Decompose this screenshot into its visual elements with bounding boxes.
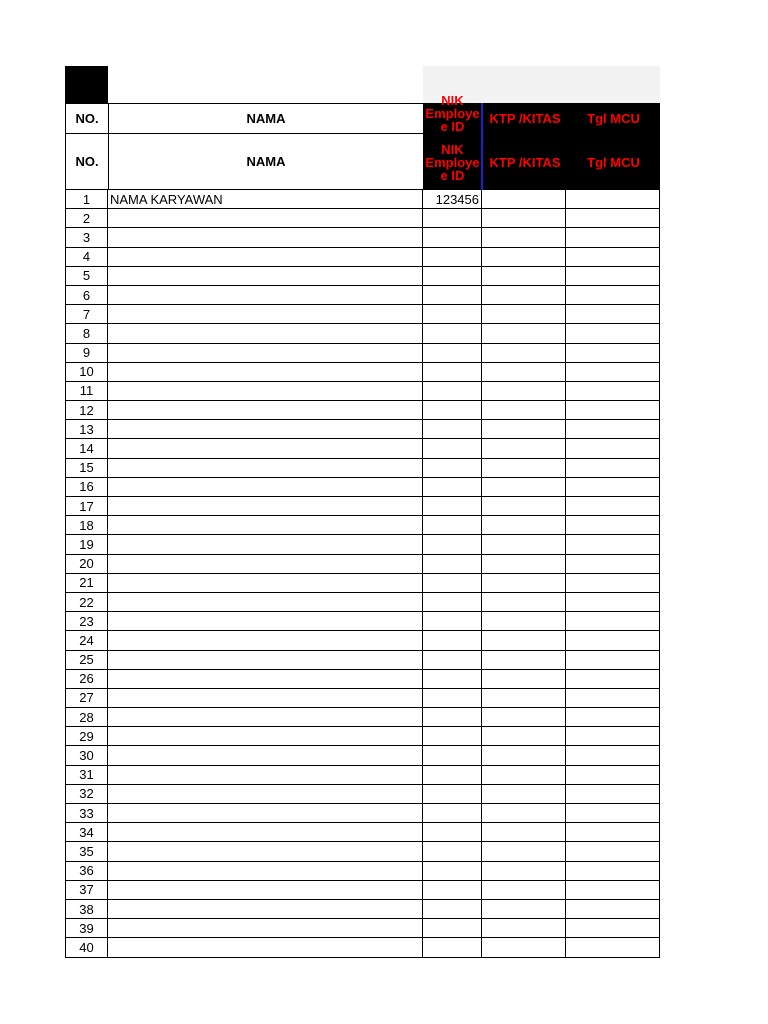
row-no-cell[interactable]: 14 xyxy=(65,439,108,458)
row-nama-cell[interactable] xyxy=(108,862,423,881)
table-row xyxy=(65,651,660,670)
header2-nama-label: NAMA xyxy=(246,154,286,169)
row-mcu-cell[interactable] xyxy=(566,555,660,574)
row-mcu-cell[interactable] xyxy=(566,670,660,689)
header1-mcu-label: Tgl MCU xyxy=(587,111,640,126)
row-no-cell[interactable]: 17 xyxy=(65,497,108,516)
row-mcu-cell[interactable] xyxy=(566,420,660,439)
row-ktp-cell[interactable] xyxy=(482,248,566,267)
row-mcu-cell[interactable] xyxy=(566,286,660,305)
row-nama-cell[interactable] xyxy=(108,593,423,612)
header2-ktp[interactable] xyxy=(483,134,567,190)
header1-nik-line3: e ID xyxy=(440,119,465,134)
row-nik-cell[interactable] xyxy=(423,478,482,497)
row-nik-cell[interactable] xyxy=(423,344,482,363)
row-mcu-cell[interactable] xyxy=(566,862,660,881)
row-nik-cell[interactable] xyxy=(423,228,482,247)
table-row xyxy=(65,766,660,785)
row-ktp-cell[interactable] xyxy=(482,286,566,305)
row-no-cell[interactable]: 27 xyxy=(65,689,108,708)
row-mcu-cell[interactable] xyxy=(566,938,660,957)
table-row xyxy=(65,267,660,286)
row-no-cell[interactable]: 4 xyxy=(65,248,108,267)
row-nik-cell[interactable] xyxy=(423,593,482,612)
row-nama-cell[interactable] xyxy=(108,305,423,324)
row-no-cell[interactable]: 23 xyxy=(65,612,108,631)
row-nik-cell[interactable] xyxy=(423,670,482,689)
header2-nik-line1: NIK xyxy=(441,141,464,157)
row-mcu-cell[interactable] xyxy=(566,746,660,765)
row-nik-cell[interactable] xyxy=(423,420,482,439)
row-mcu-cell[interactable] xyxy=(566,900,660,919)
row-nama-cell[interactable] xyxy=(108,804,423,823)
row-mcu-cell[interactable] xyxy=(566,842,660,861)
table-row xyxy=(65,727,660,746)
header1-nama[interactable] xyxy=(108,103,424,134)
row-no-cell[interactable]: 25 xyxy=(65,651,108,670)
row-ktp-cell[interactable] xyxy=(482,401,566,420)
row-nama-cell[interactable] xyxy=(108,478,423,497)
table-row xyxy=(65,900,660,919)
table-row xyxy=(65,401,660,420)
row-nama-cell[interactable] xyxy=(108,574,423,593)
row-nik-cell[interactable] xyxy=(423,555,482,574)
row-no-cell[interactable]: 22 xyxy=(65,593,108,612)
table-row xyxy=(65,497,660,516)
row-nama-cell[interactable] xyxy=(108,938,423,957)
header1-nik-line2: Employe xyxy=(425,106,480,121)
row-no-cell[interactable]: 40 xyxy=(65,938,108,957)
row-ktp-cell[interactable] xyxy=(482,689,566,708)
row-ktp-cell[interactable] xyxy=(482,420,566,439)
row-nama-cell[interactable] xyxy=(108,439,423,458)
table-row xyxy=(65,344,660,363)
table-row xyxy=(65,746,660,765)
row-no-cell[interactable]: 32 xyxy=(65,785,108,804)
row-nama-cell[interactable] xyxy=(108,631,423,650)
header2-mcu[interactable] xyxy=(567,134,660,190)
table-row xyxy=(65,708,660,727)
table-row xyxy=(65,439,660,458)
row-ktp-cell[interactable] xyxy=(482,631,566,650)
row-nik-cell[interactable] xyxy=(423,535,482,554)
row-mcu-cell[interactable] xyxy=(566,919,660,938)
row-no-cell[interactable]: 35 xyxy=(65,842,108,861)
header1-ktp[interactable] xyxy=(483,103,567,134)
header2-no-label: NO. xyxy=(75,154,99,169)
table-row xyxy=(65,823,660,842)
row-nama-cell[interactable] xyxy=(108,324,423,343)
row-mcu-cell[interactable] xyxy=(566,881,660,900)
row-no-cell[interactable]: 37 xyxy=(65,881,108,900)
header1-no-label: NO. xyxy=(75,111,99,126)
row-ktp-cell[interactable] xyxy=(482,535,566,554)
row-mcu-cell[interactable] xyxy=(566,516,660,535)
row-no-cell[interactable]: 36 xyxy=(65,862,108,881)
table-row xyxy=(65,382,660,401)
row-nik-cell[interactable] xyxy=(423,823,482,842)
row-no-cell[interactable]: 20 xyxy=(65,555,108,574)
row-nik-cell[interactable] xyxy=(423,842,482,861)
table-row xyxy=(65,842,660,861)
row-ktp-cell[interactable] xyxy=(482,727,566,746)
row-ktp-cell[interactable] xyxy=(482,497,566,516)
row-no-cell[interactable]: 30 xyxy=(65,746,108,765)
row-no-cell[interactable]: 21 xyxy=(65,574,108,593)
row-nama-cell[interactable]: NAMA KARYAWAN xyxy=(108,190,423,209)
row-nik-cell[interactable] xyxy=(423,746,482,765)
row-nama-cell[interactable] xyxy=(108,382,423,401)
row-nama-cell[interactable] xyxy=(108,842,423,861)
row-nik-cell[interactable] xyxy=(423,248,482,267)
table-row xyxy=(65,324,660,343)
row-mcu-cell[interactable] xyxy=(566,651,660,670)
row-mcu-cell[interactable] xyxy=(566,190,660,209)
header2-nik-line3: e ID xyxy=(440,167,465,183)
row-ktp-cell[interactable] xyxy=(482,324,566,343)
row-nik-cell[interactable] xyxy=(423,401,482,420)
table-row xyxy=(65,612,660,631)
row-ktp-cell[interactable] xyxy=(482,842,566,861)
row-no-cell[interactable]: 16 xyxy=(65,478,108,497)
row-nama-cell[interactable] xyxy=(108,420,423,439)
row-nik-cell[interactable] xyxy=(423,382,482,401)
table-row xyxy=(65,478,660,497)
table-row xyxy=(65,228,660,247)
row-no-cell[interactable]: 7 xyxy=(65,305,108,324)
row-no-cell[interactable]: 31 xyxy=(65,766,108,785)
table-row xyxy=(65,881,660,900)
row-ktp-cell[interactable] xyxy=(482,190,566,209)
row-nik-cell[interactable] xyxy=(423,612,482,631)
row-nama-cell[interactable] xyxy=(108,401,423,420)
header-black-block xyxy=(65,66,108,103)
row-mcu-cell[interactable] xyxy=(566,209,660,228)
row-nama-cell[interactable] xyxy=(108,248,423,267)
row-no-cell[interactable]: 3 xyxy=(65,228,108,247)
row-ktp-cell[interactable] xyxy=(482,228,566,247)
row-no-cell[interactable]: 34 xyxy=(65,823,108,842)
row-nama-cell[interactable] xyxy=(108,708,423,727)
row-nama-cell[interactable] xyxy=(108,727,423,746)
row-nama-cell[interactable] xyxy=(108,267,423,286)
row-nama-cell[interactable] xyxy=(108,785,423,804)
row-mcu-cell[interactable] xyxy=(566,823,660,842)
row-mcu-cell[interactable] xyxy=(566,401,660,420)
row-mcu-cell[interactable] xyxy=(566,689,660,708)
table-row xyxy=(65,286,660,305)
header1-ktp-label: KTP /KITAS xyxy=(489,111,561,126)
row-mcu-cell[interactable] xyxy=(566,363,660,382)
row-mcu-cell[interactable] xyxy=(566,593,660,612)
row-ktp-cell[interactable] xyxy=(482,804,566,823)
row-nik-cell[interactable] xyxy=(423,708,482,727)
row-nik-cell[interactable] xyxy=(423,862,482,881)
row-ktp-cell[interactable] xyxy=(482,344,566,363)
row-no-cell[interactable]: 26 xyxy=(65,670,108,689)
row-no-cell[interactable]: 10 xyxy=(65,363,108,382)
row-nama-cell[interactable] xyxy=(108,209,423,228)
header1-nik-line1: NIK xyxy=(441,93,464,108)
row-mcu-cell[interactable] xyxy=(566,574,660,593)
row-nama-cell[interactable] xyxy=(108,497,423,516)
row-nik-cell[interactable] xyxy=(423,631,482,650)
row-ktp-cell[interactable] xyxy=(482,670,566,689)
row-no-cell[interactable]: 11 xyxy=(65,382,108,401)
row-mcu-cell[interactable] xyxy=(566,228,660,247)
row-nik-cell[interactable] xyxy=(423,363,482,382)
table-row xyxy=(65,209,660,228)
row-nama-cell[interactable] xyxy=(108,344,423,363)
row-nik-cell[interactable] xyxy=(423,267,482,286)
row-nama-cell[interactable] xyxy=(108,881,423,900)
row-mcu-cell[interactable] xyxy=(566,267,660,286)
row-ktp-cell[interactable] xyxy=(482,574,566,593)
row-ktp-cell[interactable] xyxy=(482,267,566,286)
row-mcu-cell[interactable] xyxy=(566,459,660,478)
table-row xyxy=(65,305,660,324)
row-mcu-cell[interactable] xyxy=(566,785,660,804)
header2-nama[interactable] xyxy=(108,133,424,190)
row-nik-cell[interactable] xyxy=(423,324,482,343)
table-row xyxy=(65,670,660,689)
row-nik-cell[interactable] xyxy=(423,804,482,823)
row-nik-cell[interactable] xyxy=(423,727,482,746)
row-ktp-cell[interactable] xyxy=(482,382,566,401)
header1-no[interactable] xyxy=(65,103,109,134)
row-ktp-cell[interactable] xyxy=(482,862,566,881)
table-row xyxy=(65,459,660,478)
table-row xyxy=(65,535,660,554)
row-nik-cell[interactable] xyxy=(423,516,482,535)
row-ktp-cell[interactable] xyxy=(482,708,566,727)
row-ktp-cell[interactable] xyxy=(482,938,566,957)
row-no-cell[interactable]: 19 xyxy=(65,535,108,554)
table-row xyxy=(65,190,660,209)
row-ktp-cell[interactable] xyxy=(482,478,566,497)
row-mcu-cell[interactable] xyxy=(566,804,660,823)
row-no-cell[interactable]: 33 xyxy=(65,804,108,823)
row-ktp-cell[interactable] xyxy=(482,305,566,324)
row-ktp-cell[interactable] xyxy=(482,439,566,458)
row-nama-cell[interactable] xyxy=(108,516,423,535)
row-no-cell[interactable]: 5 xyxy=(65,267,108,286)
table-row xyxy=(65,689,660,708)
header1-mcu[interactable] xyxy=(567,103,660,134)
row-ktp-cell[interactable] xyxy=(482,785,566,804)
row-nama-cell[interactable] xyxy=(108,919,423,938)
header2-mcu-label: Tgl MCU xyxy=(587,154,640,170)
row-no-cell[interactable]: 29 xyxy=(65,727,108,746)
row-mcu-cell[interactable] xyxy=(566,766,660,785)
row-nik-cell[interactable] xyxy=(423,305,482,324)
header2-no[interactable] xyxy=(65,133,109,190)
row-nik-cell[interactable] xyxy=(423,651,482,670)
table-row xyxy=(65,363,660,382)
row-ktp-cell[interactable] xyxy=(482,516,566,535)
row-nik-cell[interactable] xyxy=(423,919,482,938)
row-ktp-cell[interactable] xyxy=(482,823,566,842)
row-nik-cell[interactable] xyxy=(423,900,482,919)
row-mcu-cell[interactable] xyxy=(566,535,660,554)
row-no-cell[interactable]: 18 xyxy=(65,516,108,535)
header2-nik[interactable] xyxy=(423,134,482,190)
row-no-cell[interactable]: 38 xyxy=(65,900,108,919)
row-nik-cell[interactable] xyxy=(423,286,482,305)
row-nik-cell[interactable] xyxy=(423,938,482,957)
table-row xyxy=(65,804,660,823)
row-no-cell[interactable]: 13 xyxy=(65,420,108,439)
row-ktp-cell[interactable] xyxy=(482,209,566,228)
row-mcu-cell[interactable] xyxy=(566,727,660,746)
row-nama-cell[interactable] xyxy=(108,900,423,919)
row-nik-cell[interactable] xyxy=(423,785,482,804)
table-row xyxy=(65,593,660,612)
row-mcu-cell[interactable] xyxy=(566,708,660,727)
row-mcu-cell[interactable] xyxy=(566,248,660,267)
row-mcu-cell[interactable] xyxy=(566,439,660,458)
row-ktp-cell[interactable] xyxy=(482,459,566,478)
row-ktp-cell[interactable] xyxy=(482,555,566,574)
row-nama-cell[interactable] xyxy=(108,286,423,305)
row-ktp-cell[interactable] xyxy=(482,881,566,900)
row-mcu-cell[interactable] xyxy=(566,344,660,363)
row-ktp-cell[interactable] xyxy=(482,900,566,919)
row-no-cell[interactable]: 12 xyxy=(65,401,108,420)
row-nama-cell[interactable] xyxy=(108,689,423,708)
row-nama-cell[interactable] xyxy=(108,766,423,785)
row-nik-cell[interactable] xyxy=(423,574,482,593)
row-no-cell[interactable]: 9 xyxy=(65,344,108,363)
row-nama-cell[interactable] xyxy=(108,651,423,670)
row-nama-cell[interactable] xyxy=(108,555,423,574)
row-no-cell[interactable]: 2 xyxy=(65,209,108,228)
row-no-cell[interactable]: 6 xyxy=(65,286,108,305)
row-mcu-cell[interactable] xyxy=(566,382,660,401)
row-no-cell[interactable]: 8 xyxy=(65,324,108,343)
row-mcu-cell[interactable] xyxy=(566,631,660,650)
row-nama-cell[interactable] xyxy=(108,363,423,382)
table-row xyxy=(65,574,660,593)
row-nik-cell[interactable] xyxy=(423,766,482,785)
table-row xyxy=(65,862,660,881)
row-mcu-cell[interactable] xyxy=(566,478,660,497)
row-nik-cell[interactable] xyxy=(423,497,482,516)
table-row xyxy=(65,785,660,804)
table-row xyxy=(65,919,660,938)
row-ktp-cell[interactable] xyxy=(482,612,566,631)
row-nama-cell[interactable] xyxy=(108,746,423,765)
row-ktp-cell[interactable] xyxy=(482,651,566,670)
row-nama-cell[interactable] xyxy=(108,535,423,554)
header2-ktp-label: KTP /KITAS xyxy=(489,154,561,170)
row-nik-cell[interactable] xyxy=(423,439,482,458)
row-ktp-cell[interactable] xyxy=(482,766,566,785)
employee-table-body xyxy=(65,190,660,958)
row-nik-cell[interactable] xyxy=(423,209,482,228)
header1-nama-label: NAMA xyxy=(246,111,286,126)
row-nama-cell[interactable] xyxy=(108,612,423,631)
row-mcu-cell[interactable] xyxy=(566,324,660,343)
row-nama-cell[interactable] xyxy=(108,459,423,478)
row-ktp-cell[interactable] xyxy=(482,593,566,612)
row-ktp-cell[interactable] xyxy=(482,363,566,382)
row-nama-cell[interactable] xyxy=(108,228,423,247)
row-nama-cell[interactable] xyxy=(108,823,423,842)
row-nik-cell[interactable]: 123456 xyxy=(423,190,482,209)
row-mcu-cell[interactable] xyxy=(566,497,660,516)
row-no-cell[interactable]: 39 xyxy=(65,919,108,938)
row-no-cell[interactable]: 1 xyxy=(65,190,108,209)
table-row xyxy=(65,631,660,650)
header1-nik[interactable] xyxy=(423,93,482,134)
table-row xyxy=(65,938,660,957)
table-row xyxy=(65,420,660,439)
row-no-cell[interactable]: 15 xyxy=(65,459,108,478)
row-nik-cell[interactable] xyxy=(423,689,482,708)
row-mcu-cell[interactable] xyxy=(566,612,660,631)
header2-nik-line2: Employe xyxy=(425,154,480,170)
row-ktp-cell[interactable] xyxy=(482,746,566,765)
row-no-cell[interactable]: 24 xyxy=(65,631,108,650)
table-row xyxy=(65,516,660,535)
row-ktp-cell[interactable] xyxy=(482,919,566,938)
row-nik-cell[interactable] xyxy=(423,881,482,900)
row-nama-cell[interactable] xyxy=(108,670,423,689)
table-row xyxy=(65,248,660,267)
row-no-cell[interactable]: 28 xyxy=(65,708,108,727)
column-divider xyxy=(481,103,483,190)
table-row xyxy=(65,555,660,574)
row-mcu-cell[interactable] xyxy=(566,305,660,324)
row-nik-cell[interactable] xyxy=(423,459,482,478)
